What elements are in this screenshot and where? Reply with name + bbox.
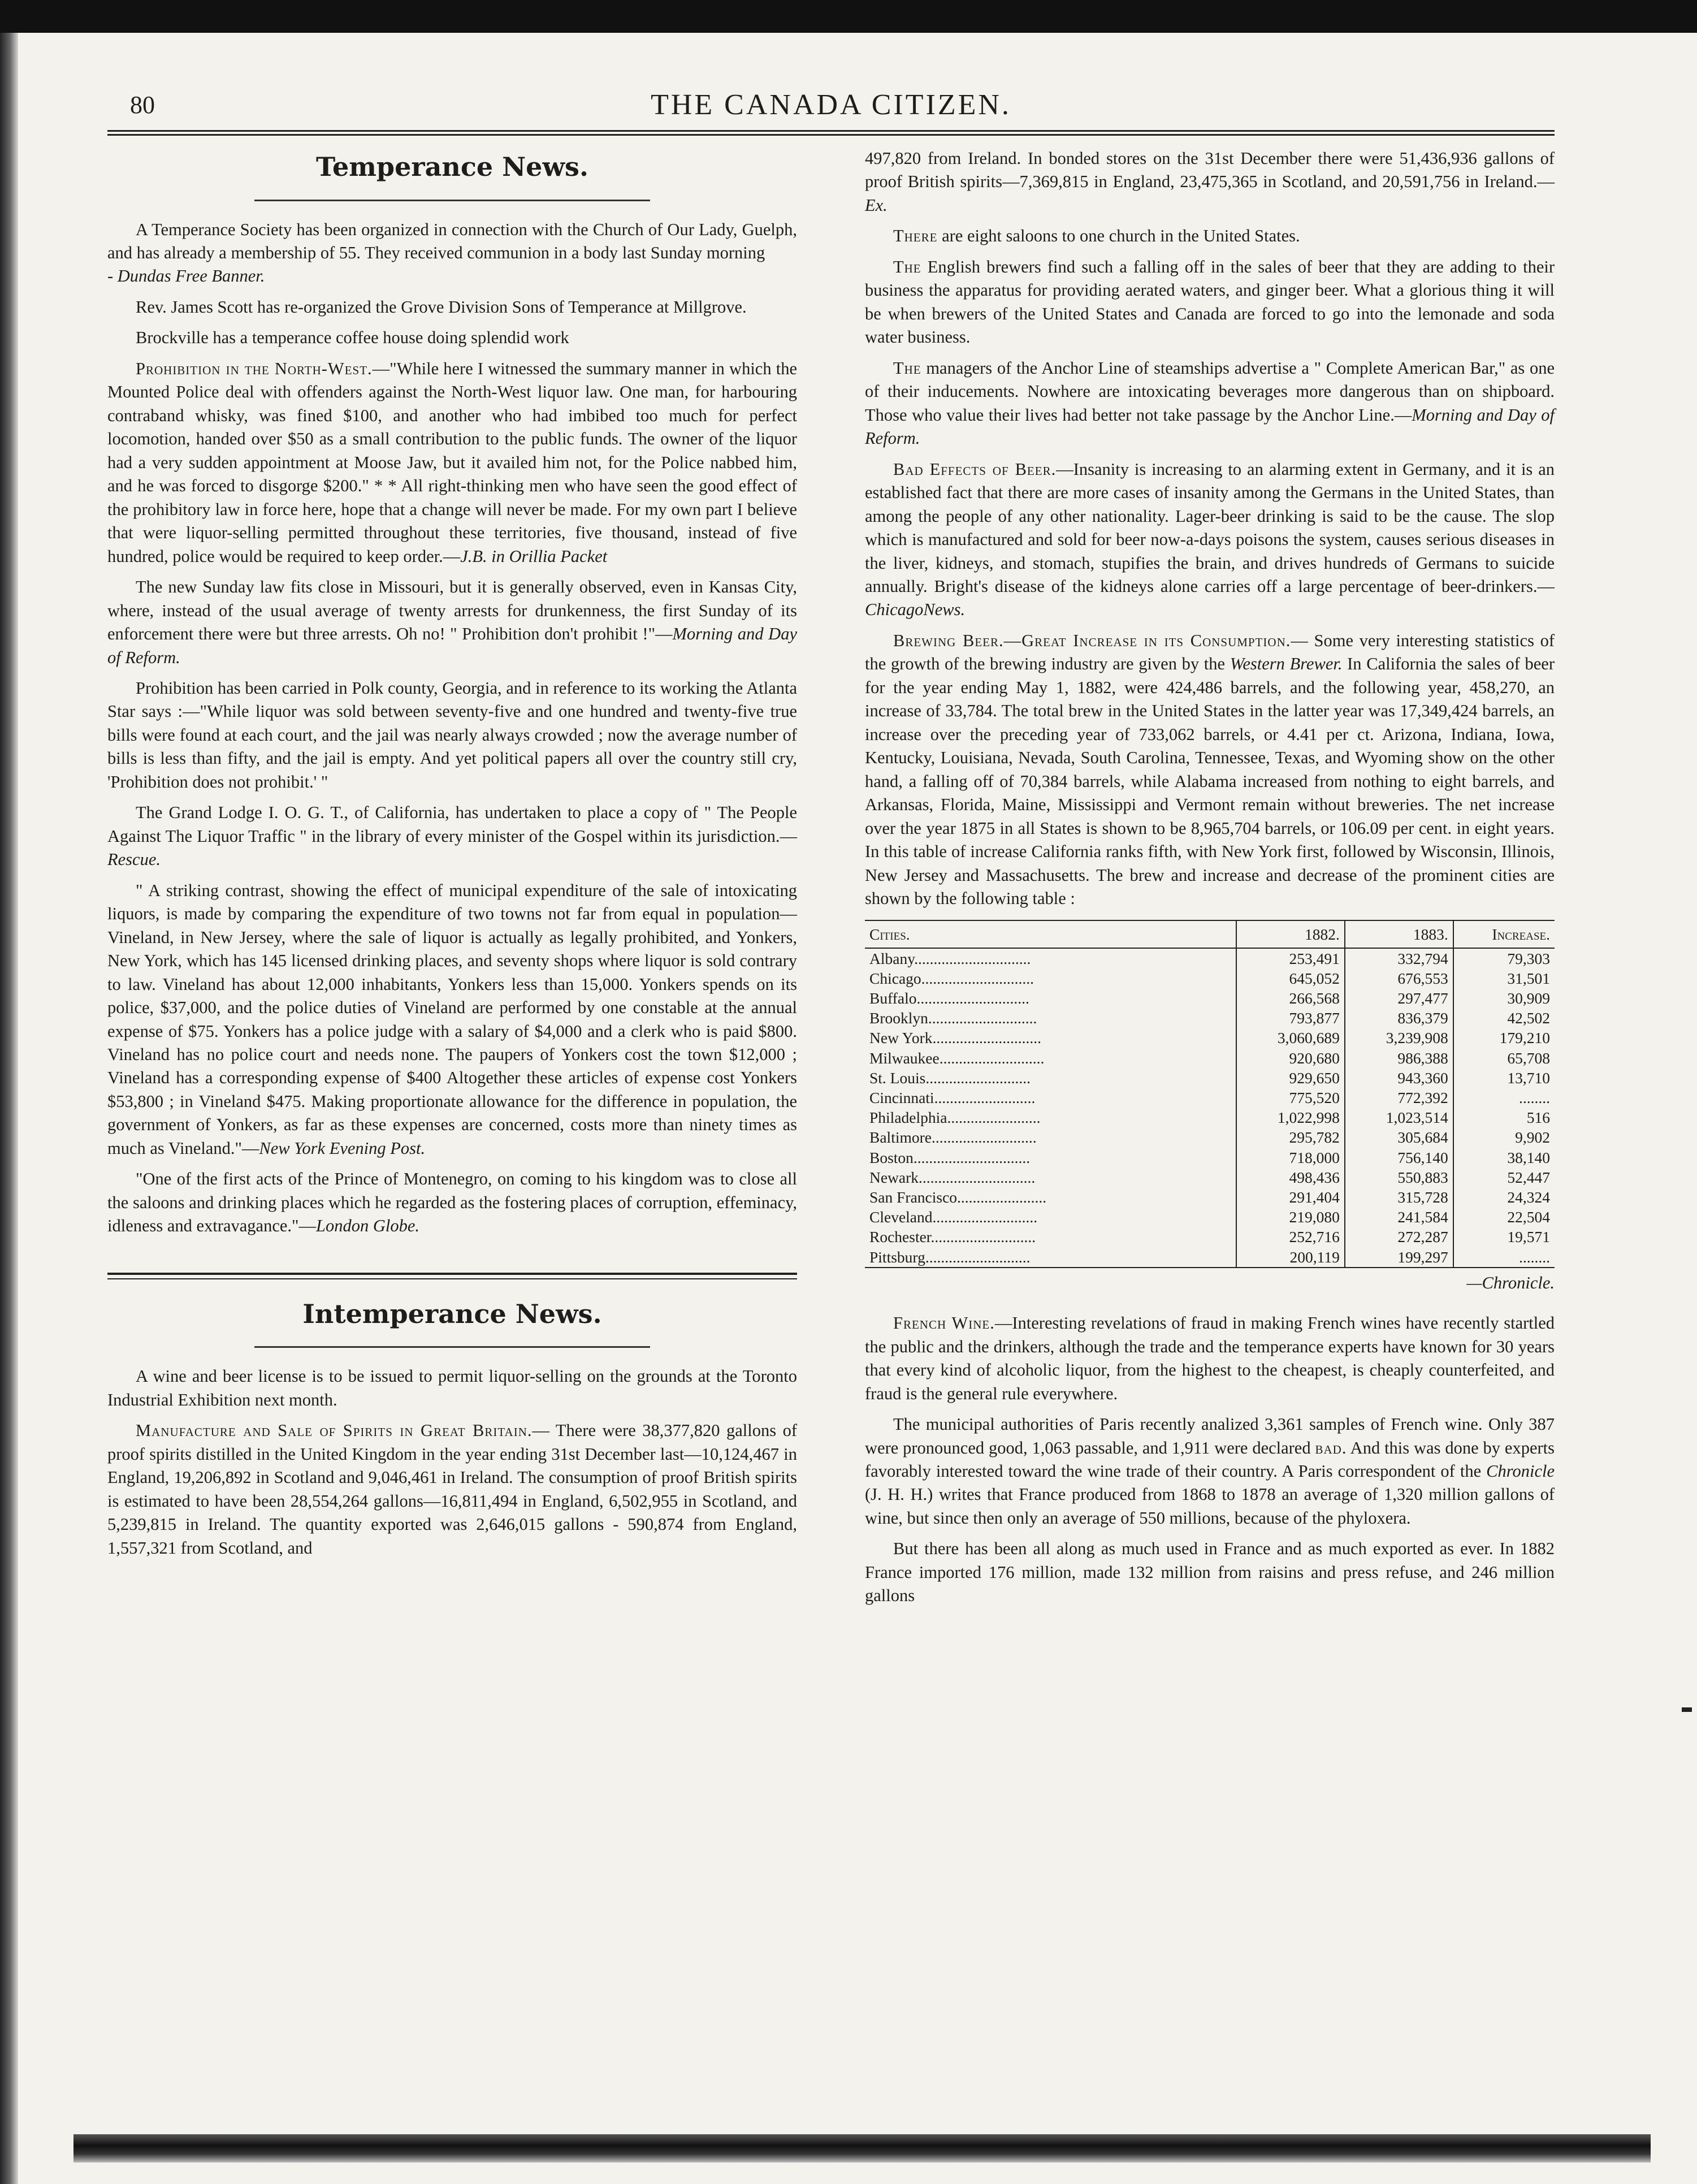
newspaper-page	[107, 68, 1555, 2126]
value-1883-cell: 943,360	[1345, 1068, 1453, 1088]
increase-cell: 65,708	[1453, 1048, 1555, 1068]
intemperance-news-heading: Intemperance News.	[302, 1298, 602, 1329]
column-header-increase: Increase.	[1453, 920, 1555, 948]
value-1882-cell: 793,877	[1236, 1008, 1345, 1028]
increase-cell: 38,140	[1453, 1148, 1555, 1167]
article-paragraph: Brewing Beer.—Great Increase in its Consumption.— Some very interesting statistics of the growth of the brewing industry are given by the Western Brewer. In California the sales of beer for the year ending May 1, 1882, were 424,486 barrels, and the following year, 458,270, an increase of 33,784. The total brew in the United States in the latter year was 17,349,424 barrels, an increase over the preceding year of 733,062 barrels, or 4.41 per ct. Arizona, Indiana, Iowa, Kentucky, Louisiana, Nevada, South Carolina, Tennessee, Texas, and Wyoming show on the other hand, a falling off of 70,384 barrels, while Alabama increased from nothing to eight barrels, and Arkansas, Florida, Maine, Mississippi and Vermont remain without breweries. The net increase over the year 1875 in all States is shown to be 8,965,704 barrels, or 106.09 per cent. in eight years. In this table of increase California ranks fifth, with New York first, followed by Wisconsin, Illinois, New Jersey and Massachusetts. The brew and increase and decrease of the prominent cities are shown by the following table :	[865, 630, 1555, 909]
table-row	[865, 1187, 1555, 1207]
article-paragraph: Rev. James Scott has re-organized the Grove Division Sons of Temperance at Millgrove.	[136, 297, 747, 317]
scan-binding-edge	[0, 33, 18, 2184]
city-cell: New York............................	[869, 1029, 1042, 1047]
article-paragraph: The managers of the Anchor Line of steamships advertise a " Complete American Bar," as one of their inducements. Nowhere are intoxicating beverages more dangerous than on shipboard. Those who value their lives had better not take passage by the Anchor Line.—Morning and Day of Reform.	[865, 358, 1555, 448]
value-1882-cell: 3,060,689	[1236, 1028, 1345, 1048]
table-row	[865, 1148, 1555, 1167]
value-1882-cell: 295,782	[1236, 1127, 1345, 1147]
article-lead: Brewing Beer.—Great Increase in its Consumption.	[893, 630, 1291, 650]
table-row	[865, 948, 1555, 968]
city-cell: Milwaukee...........................	[869, 1049, 1045, 1067]
value-1882-cell: 266,568	[1236, 988, 1345, 1008]
article-paragraph: A Temperance Society has been organized in connection with the Church of Our Lady, Guelph, and has already a membership of 55. They received communion in a body last Sunday morning - Dundas Free Banner.	[107, 219, 797, 286]
source-credit: London Globe.	[315, 1216, 419, 1236]
table-credit: —Chronicle.	[1466, 1273, 1555, 1292]
increase-cell: ........	[1453, 1247, 1555, 1268]
increase-cell: 13,710	[1453, 1068, 1555, 1088]
city-cell: Brooklyn............................	[869, 1009, 1037, 1027]
increase-cell: 19,571	[1453, 1227, 1555, 1247]
article-paragraph: But there has been all along as much used in France and as much exported as ever. In 1882 France imported 176 million, made 132 million from raisins and press refuse, and 246 million gallons	[865, 1539, 1555, 1606]
value-1883-cell: 305,684	[1345, 1127, 1453, 1147]
source-credit: New York Evening Post.	[259, 1138, 426, 1158]
increase-cell: 31,501	[1453, 968, 1555, 988]
increase-cell: 22,504	[1453, 1207, 1555, 1227]
city-cell: Buffalo.............................	[869, 989, 1029, 1007]
value-1883-cell: 199,297	[1345, 1247, 1453, 1268]
article-paragraph: The new Sunday law fits close in Missouri, but it is generally observed, even in Kansas City, where, instead of the usual average of twenty arrests for drunkenness, the first Sunday of its enforcement there were but three arrests. Oh no! " Prohibition don't prohibit !"—Morning and Day of Reform.	[107, 577, 797, 667]
value-1883-cell: 676,553	[1345, 968, 1453, 988]
source-credit: Ex.	[865, 195, 888, 215]
source-credit: - Dundas Free Banner.	[107, 266, 265, 286]
article-paragraph: Manufacture and Sale of Spirits in Great Britain.— There were 38,377,820 gallons of proof spirits distilled in the United Kingdom in the year ending 31st December last—10,124,467 in England, 19,206,892 in Scotland and 9,046,461 in Ireland. The consumption of proof British spirits is estimated to have been 28,554,264 gallons—16,811,494 in England, 6,502,955 in Scotland, and 5,239,815 in Ireland. The quantity exported was 2,646,015 gallons - 590,874 from England, 1,557,321 from Scotland, and	[107, 1421, 797, 1558]
article-paragraph: Brockville has a temperance coffee house doing splendid work	[136, 328, 569, 348]
scan-bottom-bar	[73, 2134, 1651, 2163]
article-paragraph: The municipal authorities of Paris recently analized 3,361 samples of French wine. Only 387 were pronounced good, 1,063 passable, and 1,911 were declared bad. And this was done by experts favorably interested toward the wine trade of their country. A Paris correspondent of the Chronicle (J. H. H.) writes that France produced from 1868 to 1878 an average of 1,320 million gallons of wine, but since then only an average of 550 millions, because of the phyloxera.	[865, 1415, 1555, 1528]
scan-top-bar	[0, 0, 1697, 33]
article-lead: Prohibition in the North-West.	[136, 358, 373, 378]
value-1882-cell: 929,650	[1236, 1068, 1345, 1088]
article-paragraph: " A striking contrast, showing the effect of municipal expenditure of the sale of intoxicating liquors, is made by comparing the expenditure of two towns not far from equal in population—Vineland, in New Jersey, where the sale of liquor is actually as legally prohibited, and Yonkers, New York, which has 145 licensed drinking places, and seventy shops where liquor is sold contrary to law. Vineland has about 12,000 inhabitants, Yonkers less than 15,000. Yonkers spends on its police, $37,000, and the police duties of Vineland are performed by one constable at the annual expense of $75. Yonkers has a police judge with a salary of $4,000 and a clerk who is paid $800. Vineland has no police court and needs none. The paupers of Yonkers cost the town $12,000 ; Vineland has a corresponding expense of $400 Altogether these articles of expense cost Yonkers $53,800 ; in Vineland $475. Making proportionate allowance for the difference in population, the government of Yonkers, as far as these expenses are concerned, costs more than ninety times as much as Vineland."—New York Evening Post.	[107, 880, 797, 1158]
article-paragraph: French Wine.—Interesting revelations of fraud in making French wines have recently startled the public and the drinkers, although the trade and the temperance experts have known for 30 years that every kind of alcoholic liquor, from the highest to the cheapest, is cheaply counterfeited, and fraud is the general rule everywhere.	[865, 1313, 1555, 1403]
city-cell: San Francisco.......................	[869, 1188, 1047, 1206]
source-credit: Morning and Day of Reform.	[865, 405, 1555, 448]
table-row	[865, 1068, 1555, 1088]
city-cell: Cleveland...........................	[869, 1208, 1038, 1226]
increase-cell: 9,902	[1453, 1127, 1555, 1147]
table-row	[865, 1167, 1555, 1187]
value-1883-cell: 241,584	[1345, 1207, 1453, 1227]
brewing-statistics-table	[865, 920, 1555, 1268]
article-paragraph: There are eight saloons to one church in the United States.	[893, 226, 1300, 246]
increase-cell: 52,447	[1453, 1167, 1555, 1187]
value-1883-cell: 332,794	[1345, 948, 1453, 968]
city-cell: Boston..............................	[869, 1148, 1031, 1166]
value-1883-cell: 3,239,908	[1345, 1028, 1453, 1048]
value-1883-cell: 756,140	[1345, 1148, 1453, 1167]
value-1883-cell: 1,023,514	[1345, 1108, 1453, 1127]
source-credit: J.B. in Orillia Packet	[460, 546, 608, 566]
increase-cell: 42,502	[1453, 1008, 1555, 1028]
temperance-news-heading: Temperance News.	[316, 152, 588, 182]
article-lead: Bad Effects of Beer.	[893, 459, 1057, 479]
increase-cell: 30,909	[1453, 988, 1555, 1008]
value-1882-cell: 219,080	[1236, 1207, 1345, 1227]
source-credit: Morning and Day of Reform.	[107, 624, 797, 667]
table-row	[865, 1207, 1555, 1227]
increase-cell: 24,324	[1453, 1187, 1555, 1207]
city-cell: Albany..............................	[869, 949, 1031, 967]
value-1882-cell: 920,680	[1236, 1048, 1345, 1068]
heading-rule	[254, 200, 650, 201]
source-credit: Rescue.	[107, 850, 161, 870]
city-cell: Cincinnati..........................	[869, 1089, 1036, 1107]
value-1882-cell: 498,436	[1236, 1167, 1345, 1187]
increase-cell: 516	[1453, 1108, 1555, 1127]
table-row	[865, 1108, 1555, 1127]
article-lead: Manufacture and Sale of Spirits in Great Britain.	[136, 1421, 533, 1441]
table-row	[865, 988, 1555, 1008]
column-header-1883: 1883.	[1345, 920, 1453, 948]
city-cell: Chicago.............................	[869, 969, 1034, 987]
city-cell: Newark..............................	[869, 1168, 1036, 1186]
value-1883-cell: 550,883	[1345, 1167, 1453, 1187]
article-lead: French Wine.	[893, 1313, 995, 1333]
value-1882-cell: 718,000	[1236, 1148, 1345, 1167]
article-paragraph: The English brewers find such a falling off in the sales of beer that they are adding to their business the apparatus for providing aerated waters, and ginger beer. What a glorious thing it will be when brewers of the United States and Canada are forced to go into the lemonade and soda water business.	[865, 257, 1555, 347]
table-header-row	[865, 920, 1555, 948]
value-1883-cell: 772,392	[1345, 1088, 1453, 1108]
paper-title: THE CANADA CITIZEN.	[651, 89, 1011, 121]
city-cell: St. Louis...........................	[869, 1069, 1031, 1087]
value-1883-cell: 315,728	[1345, 1187, 1453, 1207]
article-paragraph: "One of the first acts of the Prince of Montenegro, on coming to his kingdom was to close all the saloons and drinking places which he regarded as the fostering places of corruption, effeminacy, idleness and extravagance."—London Globe.	[107, 1169, 797, 1236]
value-1882-cell: 645,052	[1236, 968, 1345, 988]
value-1882-cell: 775,520	[1236, 1088, 1345, 1108]
city-cell: Pittsburg...........................	[865, 1247, 1236, 1268]
city-cell: Rochester...........................	[869, 1228, 1036, 1246]
left-column	[107, 147, 797, 1567]
scan-margin-mark	[1682, 1707, 1692, 1712]
value-1882-cell: 291,404	[1236, 1187, 1345, 1207]
value-1883-cell: 836,379	[1345, 1008, 1453, 1028]
value-1883-cell: 986,388	[1345, 1048, 1453, 1068]
column-header-1882: 1882.	[1236, 920, 1345, 948]
article-paragraph: Bad Effects of Beer.—Insanity is increasing to an alarming extent in Germany, and it is an established fact that there are more cases of insanity among the Germans in the United States, than among the people of any other nationality. Lager-beer drinking is said to be the cause. The slop which is manufactured and sold for beer now-a-days poisons the system, causes serious diseases in the liver, kidneys, and stomach, stupifies the brain, and drives hundreds of Germans to suicide annually. Bright's disease of the kidneys alone carries off a large percentage of beer-drinkers.—ChicagoNews.	[865, 459, 1555, 620]
city-cell: Baltimore...........................	[869, 1128, 1037, 1147]
value-1882-cell: 1,022,998	[1236, 1108, 1345, 1127]
article-paragraph: 497,820 from Ireland. In bonded stores on the 31st December there were 51,436,936 gallons of proof British spirits—7,369,815 in England, 23,475,365 in Scotland, and 20,591,756 in Ireland.—Ex.	[865, 149, 1555, 215]
table-row	[865, 1028, 1555, 1048]
table-row	[865, 1127, 1555, 1147]
table-row	[865, 968, 1555, 988]
table-row	[865, 1227, 1555, 1247]
heading-rule	[254, 1346, 650, 1348]
increase-cell: 179,210	[1453, 1028, 1555, 1048]
table-row	[865, 1088, 1555, 1108]
value-1883-cell: 297,477	[1345, 988, 1453, 1008]
article-paragraph: Prohibition in the North-West.—"While here I witnessed the summary manner in which the Mounted Police deal with offenders against the North-West liquor law. One man, for harbouring contraband whisky, was fined $100, and another who had imbibed too much for perfect locomotion, handed over $50 as a small contribution to the public funds. The owner of the liquor had a very sudden appointment at Moose Jaw, but it availed him not, for the Police nabbed him, and he was forced to disgorge $200." * * All right-thinking men who have seen the good effect of the prohibitory law in force here, hope that a change will never be made. For my own part I believe that were liquor-selling permitted throughout these territories, five thousand, instead of five hundred, police would be required to keep order.—J.B. in Orillia Packet	[107, 358, 797, 566]
increase-cell: ........	[1453, 1088, 1555, 1108]
source-credit: ChicagoNews.	[865, 600, 966, 620]
table-row	[865, 1247, 1555, 1268]
increase-cell: 79,303	[1453, 948, 1555, 968]
article-paragraph: A wine and beer license is to be issued to permit liquor-selling on the grounds at the Toronto Industrial Exhibition next month.	[107, 1366, 797, 1409]
table-row	[865, 1048, 1555, 1068]
page-number: 80	[130, 91, 155, 119]
right-column	[865, 147, 1555, 1615]
value-1882-cell: 253,491	[1236, 948, 1345, 968]
article-paragraph: Prohibition has been carried in Polk county, Georgia, and in reference to its working the Atlanta Star says :—"While liquor was sold between seventy-five and one hundred and twenty-five true bills were found at each court, and the jail was nearly always crowded ; now the average number of bills is less than fifty, and the jail is empty. And yet political papers all over the country still cry, 'Prohibition does not prohibit.' "	[107, 678, 797, 792]
value-1882-cell: 200,119	[1236, 1247, 1345, 1268]
column-header-cities: Cities.	[865, 920, 1236, 948]
value-1882-cell: 252,716	[1236, 1227, 1345, 1247]
value-1883-cell: 272,287	[1345, 1227, 1453, 1247]
table-row	[865, 1008, 1555, 1028]
masthead	[107, 68, 1555, 136]
article-paragraph: The Grand Lodge I. O. G. T., of California, has undertaken to place a copy of " The People Against The Liquor Traffic " in the library of every minister of the Gospel within its jurisdiction.—Rescue.	[107, 803, 797, 870]
section-divider	[107, 1273, 797, 1279]
city-cell: Philadelphia........................	[869, 1109, 1041, 1127]
